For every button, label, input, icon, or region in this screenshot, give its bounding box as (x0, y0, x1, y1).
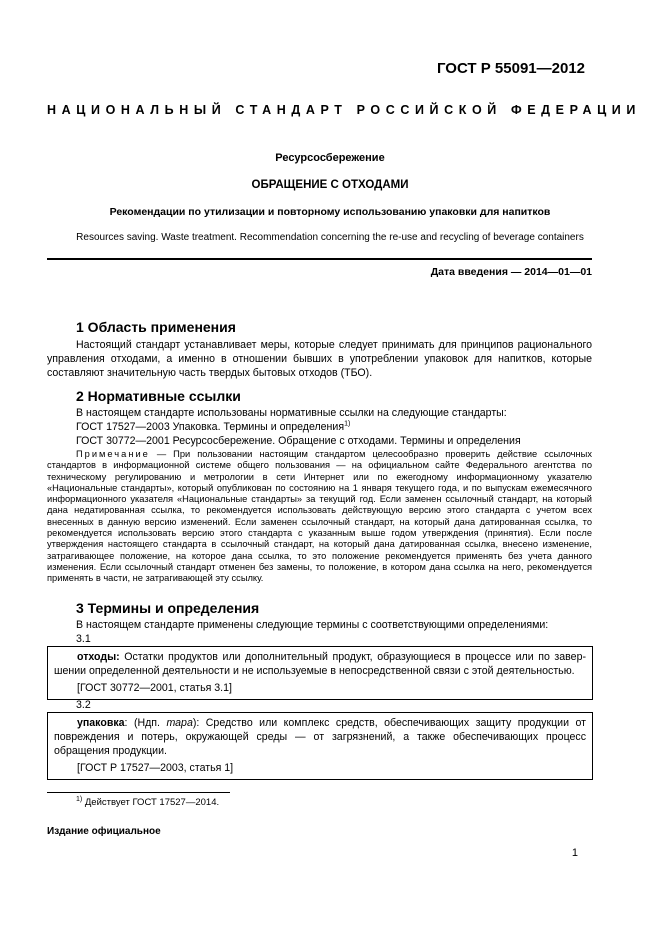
reference-2: ГОСТ 30772—2001 Ресурсосбережение. Обращение с отходами. Термины и определения (76, 435, 521, 447)
introduction-date: Дата введения — 2014—01—01 (430, 266, 592, 278)
title-line-2: ОБРАЩЕНИЕ С ОТХОДАМИ (251, 179, 409, 191)
term-2-definition (54, 716, 586, 758)
section-3-heading: 3 Термины и определения (76, 600, 260, 616)
term-1-box (47, 646, 593, 700)
footnote-sup: 1) (76, 795, 83, 803)
document-number: ГОСТ Р 55091—2012 (436, 60, 585, 77)
reference-1-text: ГОСТ 17527—2003 Упаковка. Термины и определения (76, 421, 345, 433)
reference-1 (76, 420, 350, 434)
term-1-definition (54, 650, 586, 678)
term-2-source: [ГОСТ Р 17527—2003, статья 1] (77, 762, 234, 774)
title-english: Resources saving. Waste treatment. Recommendation concerning the re-use and recycling of beverage containers (76, 232, 584, 243)
national-standard-banner: НАЦИОНАЛЬНЫЙ СТАНДАРТ РОССИЙСКОЙ ФЕДЕРАЦИИ (47, 103, 641, 117)
footnote-divider (47, 792, 230, 793)
term-1-term: отходы: (77, 651, 120, 663)
note-label: Примечание (76, 449, 150, 459)
section-2-heading: 2 Нормативные ссылки (76, 388, 241, 404)
footnote-text: Действует ГОСТ 17527—2014. (82, 797, 220, 808)
note-text: — При пользовании настоящим стандартом целесообразно проверить действие ссылочных стандартов в информационной системе общего пользования — на официальном сайте Федерального агентства по техническому регулированию и метрологии в сети Интернет или по ежегодному информационному указателю «Национальные стандарты», который опубликован по состоянию на 1 января текущего года, и по выпускам ежемесячного информационного указателя «Национальные стандарты» за текущий год. Если заменен ссылочный стандарт, на который дана недатированная ссылка, то рекомендуется использовать действующую версию этого стандарта с учетом всех внесенных в данную версию изменений. Если заменен ссылочный стандарт, на который дана датированная ссылка, то рекомендуется использовать версию этого стандарта с указанным выше годом утверждения (принятия). Если после утверждения настоящего стандарта в ссылочный стандарт, на который дана датированная ссылка, внесено изменение, затрагивающее положение, на которое дана ссылка, то это положение рекомендуется применять без учета данного изменения. Если ссылочный стандарт отменен без замены, то положение, в котором дана ссылка на него, рекомендуется применять в части, не затрагивающей эту ссылку. (47, 449, 592, 584)
term-2-number: 3.2 (76, 699, 91, 711)
official-edition: Издание официальное (47, 826, 161, 837)
term-1-number: 3.1 (76, 633, 91, 645)
footnote (76, 797, 219, 808)
footnote-marker: 1) (344, 420, 351, 428)
note (47, 449, 592, 585)
title-line-3: Рекомендации по утилизации и повторному использованию упаковки для напитков (109, 206, 551, 218)
term-1-text: Остатки продуктов или дополнительный продукт, образующиеся в процессе или по завершении определенной деятельности и не используемые в непосредственной связи с этой деятельностью. (54, 651, 586, 677)
term-2-box (47, 712, 593, 780)
page-number: 1 (571, 847, 578, 859)
section-2-intro: В настоящем стандарте использованы нормативные ссылки на следующие стандарты: (76, 407, 507, 419)
term-2-text: ): Средство или комплекс средств, обеспечивающих защиту продукции от повреждения и потерь, окружающей среды — от загрязнений, а также обеспечивающих процесс обращения продукции. (54, 717, 586, 757)
section-1-heading: 1 Область применения (76, 319, 236, 335)
term-2-deprecated: тара (166, 717, 193, 729)
section-1-text: Настоящий стандарт устанавливает меры, которые следует принимать для принципов рационального управления отходами, а именно в отношении бывших в употреблении упаковок для напитков, которые составляют значительную часть твердых бытовых отходов (ТБО). (47, 339, 592, 379)
title-divider (47, 258, 592, 260)
term-1-source: [ГОСТ 30772—2001, статья 3.1] (77, 682, 232, 694)
term-2-pre: : (Ндп. (124, 717, 167, 729)
section-3-intro: В настоящем стандарте применены следующие термины с соответствующими определениями: (76, 619, 549, 631)
term-2-term: упаковка (77, 717, 125, 729)
title-line-1: Ресурсосбережение (275, 152, 385, 164)
